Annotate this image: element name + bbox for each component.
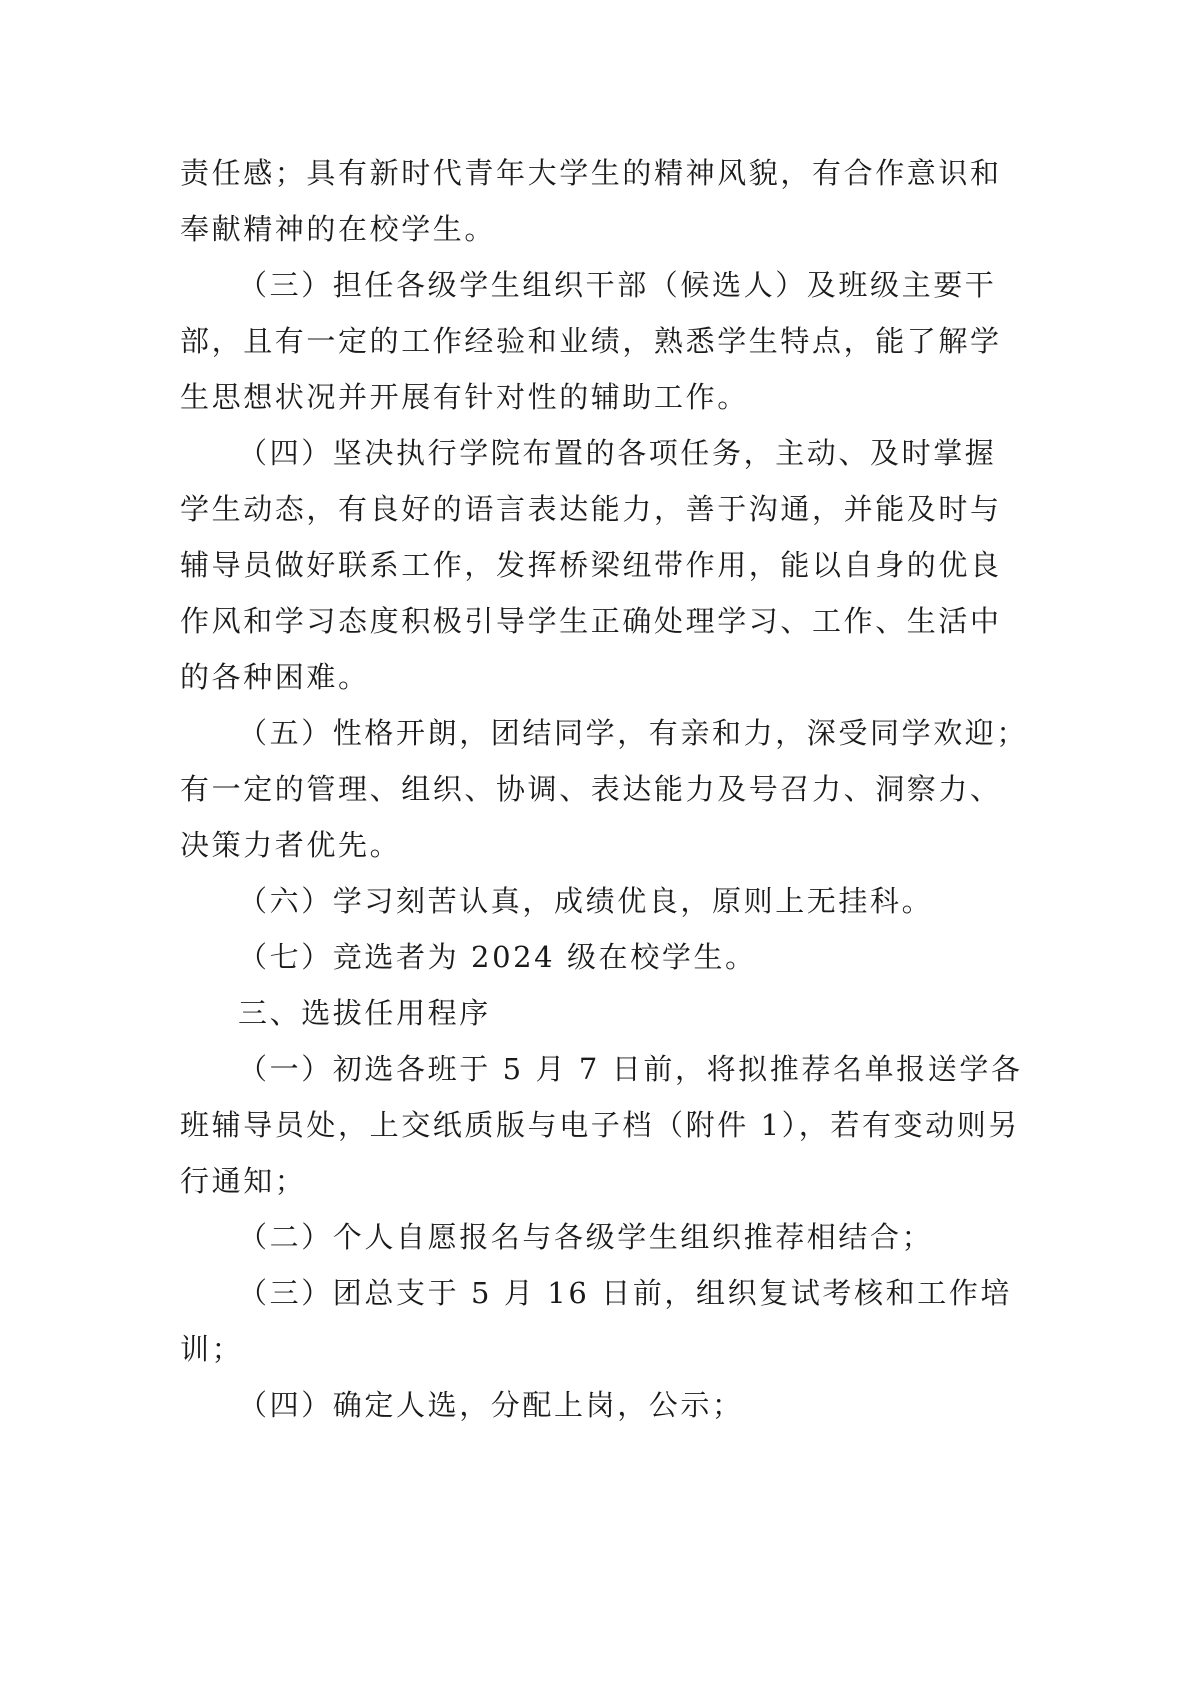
text-line: （四）坚决执行学院布置的各项任务，主动、及时掌握 [238,436,997,470]
text-line: 辅导员做好联系工作，发挥桥梁纽带作用，能以自身的优良 [180,548,1002,582]
paragraph-qualification-2-continued [180,145,1020,257]
text-line: （一）初选各班于 5 月 7 日前，将拟推荐名单报送学各 [238,1052,1023,1086]
paragraph-qualification-5 [180,705,1029,873]
text-line: （六）学习刻苦认真，成绩优良，原则上无挂科。 [238,884,934,918]
paragraph-procedure-3 [180,1265,1020,1377]
text-line: （七）竞选者为 2024 级在校学生。 [238,940,757,974]
paragraph-qualification-4 [180,425,1020,705]
text-line: 训； [180,1332,244,1366]
text-line: 奉献精神的在校学生。 [180,212,497,246]
text-line: 有一定的管理、组织、协调、表达能力及号召力、洞察力、 [180,772,1002,806]
text-line: 决策力者优先。 [180,828,402,862]
paragraph-procedure-1 [180,1041,1023,1209]
text-line: （四）确定人选，分配上岗，公示； [238,1388,744,1422]
text-line: 部，且有一定的工作经验和业绩，熟悉学生特点，能了解学 [180,324,1002,358]
text-line: 生思想状况并开展有针对性的辅助工作。 [180,380,749,414]
paragraph-qualification-7 [180,929,1020,985]
section-heading-selection-procedure [180,985,1020,1041]
text-line: 班辅导员处，上交纸质版与电子档（附件 1），若有变动则另 [180,1108,1020,1142]
text-line: 行通知； [180,1164,307,1198]
paragraph-qualification-6 [180,873,1020,929]
section-heading: 三、选拔任用程序 [238,996,491,1030]
paragraph-qualification-3 [180,257,1020,425]
text-line: 学生动态，有良好的语言表达能力，善于沟通，并能及时与 [180,492,1002,526]
text-line: （二）个人自愿报名与各级学生组织推荐相结合； [238,1220,934,1254]
text-line: 作风和学习态度积极引导学生正确处理学习、工作、生活中 [180,604,1002,638]
document-body [180,145,1029,1433]
paragraph-procedure-2 [180,1209,1020,1265]
text-line: （五）性格开朗，团结同学，有亲和力，深受同学欢迎； [238,716,1029,750]
text-line: （三）担任各级学生组织干部（候选人）及班级主要干 [238,268,997,302]
paragraph-procedure-4 [180,1377,1020,1433]
text-line: （三）团总支于 5 月 16 日前，组织复试考核和工作培 [238,1276,1013,1310]
text-line: 责任感；具有新时代青年大学生的精神风貌，有合作意识和 [180,156,1002,190]
text-line: 的各种困难。 [180,660,370,694]
